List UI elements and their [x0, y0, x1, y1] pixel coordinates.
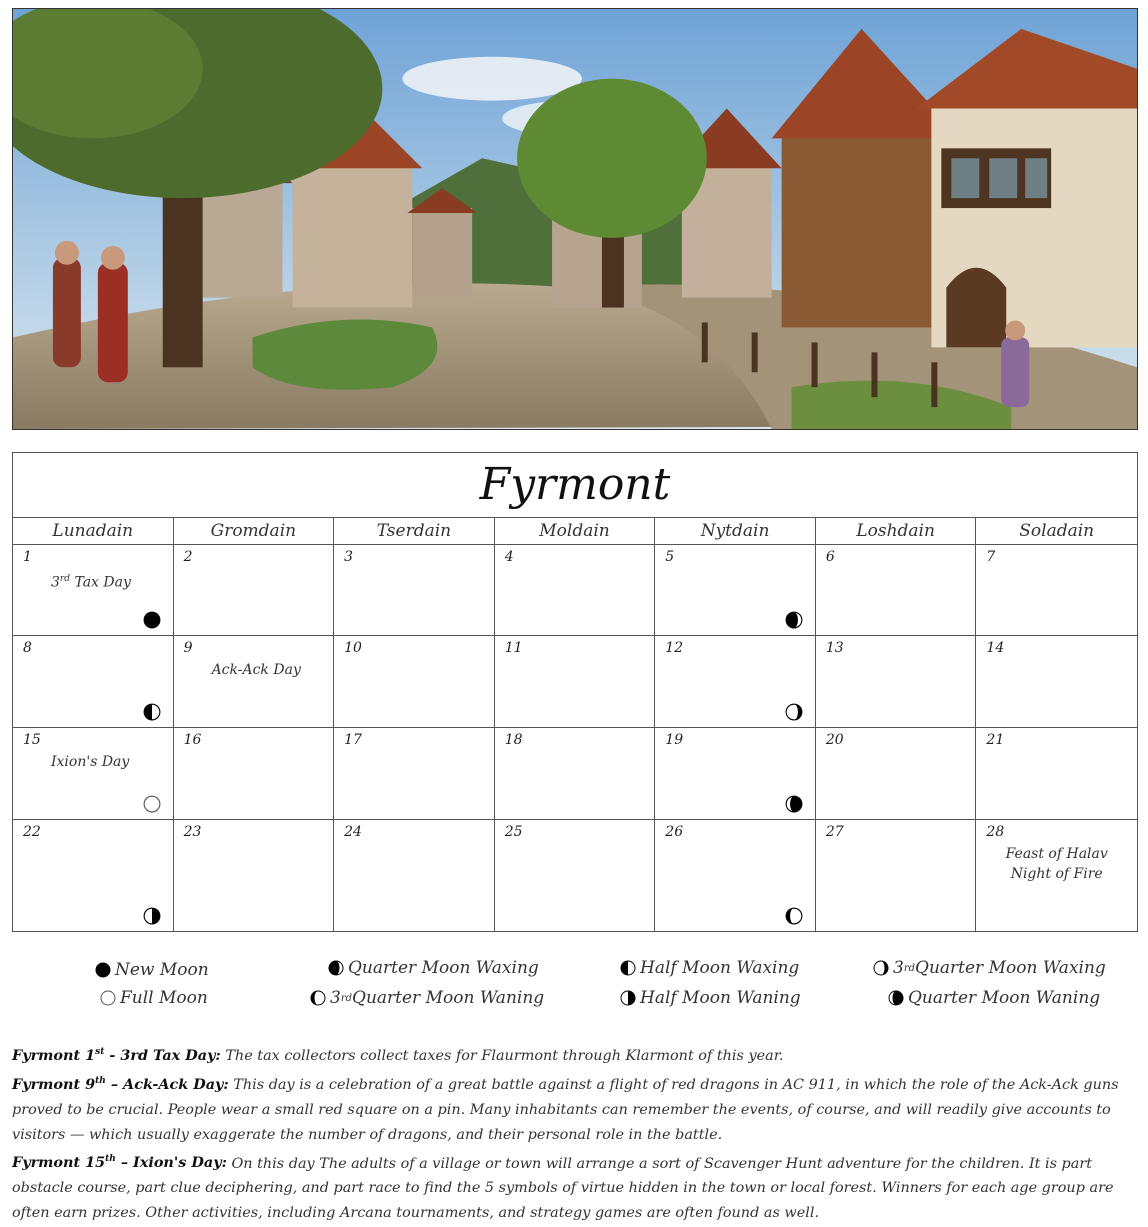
- full-moon-icon: [143, 795, 161, 813]
- legend-quarter-waxing: [328, 958, 539, 978]
- day-cell: [976, 728, 1137, 820]
- legend-3rd-quarter-waning-prefix: 3: [330, 988, 341, 1008]
- day-number: 15: [23, 732, 41, 748]
- ordinal-rest: Tax Day: [70, 574, 131, 591]
- note-heading-ordinal: st: [95, 1047, 105, 1057]
- day-cell: [655, 728, 816, 820]
- new-moon-icon: [95, 962, 111, 978]
- weekday-gromdain: Gromdain: [174, 518, 335, 544]
- day-cell: [174, 545, 335, 636]
- day-cell: [495, 820, 656, 931]
- legend-3rd-quarter-waxing: [873, 958, 1106, 978]
- weekday-soladain: Soladain: [1019, 521, 1095, 541]
- day-number: 14: [986, 640, 1005, 656]
- full-moon-icon: [100, 990, 116, 1006]
- half-moon-waxing-icon: [143, 703, 161, 721]
- day-event: [976, 844, 1137, 884]
- day-cell: [334, 545, 495, 636]
- note-heading-date: Fyrmont 9: [12, 1075, 96, 1093]
- legend-half-waxing-label: Half Moon Waxing: [640, 958, 800, 978]
- note-heading: [12, 1076, 229, 1093]
- half-moon-waxing-icon: [620, 960, 636, 976]
- note-tax-day: [12, 1040, 1138, 1069]
- day-cell: [655, 820, 816, 931]
- day-number: 22: [23, 824, 41, 840]
- 3rd-quarter-moon-waxing-icon: [873, 960, 889, 976]
- 3rd-quarter-moon-waning-icon: [785, 795, 803, 813]
- legend-full-moon: [100, 988, 208, 1008]
- day-number: 25: [504, 824, 523, 840]
- day-number: 2: [183, 549, 193, 565]
- day-cell: [174, 728, 335, 820]
- note-heading-date: Fyrmont 1: [12, 1046, 96, 1064]
- legend-half-waning-label: Half Moon Waning: [640, 988, 801, 1008]
- legend-full-moon-label: Full Moon: [120, 988, 208, 1008]
- legend-quarter-waning: [888, 988, 1100, 1008]
- day-number: 8: [23, 640, 32, 656]
- day-number: 18: [504, 732, 523, 748]
- month-title: Fyrmont: [13, 453, 1137, 518]
- day-number: 21: [986, 732, 1005, 748]
- note-ack-ack-day: [12, 1069, 1138, 1148]
- half-moon-waning-icon: [143, 907, 161, 925]
- quarter-moon-waning-icon: [888, 990, 904, 1006]
- moon-phase-legend: [0, 956, 1148, 1016]
- day-cell: [174, 820, 335, 931]
- day-number: 1: [23, 549, 32, 565]
- day-cell: [976, 636, 1137, 728]
- day-number: 5: [665, 549, 675, 565]
- day-cell: [495, 636, 656, 728]
- legend-3rd-quarter-waning: [310, 988, 544, 1008]
- weekday-moldain: Moldain: [495, 518, 656, 544]
- day-cell: [816, 636, 977, 728]
- legend-3rd-quarter-waxing-sup: rd: [903, 962, 916, 974]
- day-cell: [13, 728, 174, 820]
- day-cell: [655, 545, 816, 636]
- day-number: 16: [183, 732, 202, 748]
- day-cell: [13, 545, 174, 636]
- note-heading-ordinal: th: [95, 1075, 106, 1086]
- day-event-label: Ack-Ack Day: [211, 662, 301, 678]
- day-number: 10: [344, 640, 362, 656]
- day-number: 17: [344, 732, 362, 748]
- day-cell: [13, 820, 174, 931]
- legend-half-waxing: [620, 958, 799, 978]
- day-number: 13: [825, 640, 844, 656]
- day-number: 23: [183, 824, 202, 840]
- month-calendar: [12, 452, 1138, 932]
- weekday-nytdain: Nytdain: [655, 518, 816, 544]
- quarter-moon-waxing-icon: [328, 960, 344, 976]
- legend-quarter-waning-label: Quarter Moon Waning: [908, 988, 1101, 1008]
- day-grid: [13, 545, 1137, 931]
- weekday-lunadain: Lunadain: [13, 518, 174, 544]
- day-event-label: Ixion's Day: [51, 754, 130, 770]
- day-number: 27: [825, 824, 844, 840]
- day-event: [192, 660, 301, 680]
- legend-new-moon-label: New Moon: [115, 960, 209, 980]
- day-cell: [976, 820, 1137, 931]
- day-number: 24: [344, 824, 362, 840]
- half-moon-waning-icon: [620, 990, 636, 1006]
- day-number: 12: [665, 640, 684, 656]
- note-heading-date: Fyrmont 15: [12, 1154, 106, 1172]
- weekday-tserdain: Tserdain: [334, 518, 495, 544]
- day-number: 3: [344, 549, 354, 565]
- holiday-notes: [12, 1040, 1138, 1226]
- day-number: 7: [986, 549, 996, 565]
- note-body: On this day The adults of a village or town will arrange a sort of Scavenger Hunt adventure for the children. It is part obstacle course, part clue deciphering, and part race to find the 5 symbols of virtue hidden in the town or local forest. Winners for each age group are often earn prizes. Other activities, including Arcana tournaments, and strategy games are often found as well.: [12, 1155, 1114, 1222]
- note-heading-title: – Ixion's Day:: [115, 1154, 227, 1172]
- 3rd-quarter-moon-waxing-icon: [785, 703, 803, 721]
- weekday-header-row: [13, 518, 1137, 545]
- day-cell: [816, 545, 977, 636]
- note-heading-title: - 3rd Tax Day:: [104, 1046, 221, 1064]
- day-number: 9: [183, 640, 193, 656]
- legend-quarter-waxing-label: Quarter Moon Waxing: [348, 958, 539, 978]
- note-heading-title: – Ack-Ack Day:: [105, 1075, 229, 1093]
- day-cell: [816, 820, 977, 931]
- village-scene-image: [13, 9, 1137, 429]
- day-event: [31, 569, 131, 593]
- note-heading: [12, 1154, 227, 1171]
- day-cell: [495, 545, 656, 636]
- day-cell: [174, 636, 335, 728]
- day-cell: [13, 636, 174, 728]
- day-cell: [334, 820, 495, 931]
- day-cell: [334, 636, 495, 728]
- day-number: 26: [665, 824, 684, 840]
- legend-3rd-quarter-waxing-label: Quarter Moon Waxing: [915, 958, 1106, 978]
- day-event-label: Night of Fire: [1010, 866, 1103, 882]
- day-cell: [655, 636, 816, 728]
- ordinal-suffix: rd: [59, 574, 70, 584]
- legend-new-moon: [95, 960, 209, 980]
- note-body: This day is a celebration of a great battle against a flight of red dragons in AC 911, in which the role of the Ack-Ack guns proved to be crucial. People wear a small red square on a pin. Many inhabitants can remember the events, of course, and will readily give accounts to visitors — which usually exaggerate the number of dragons, and their personal role in the battle.: [12, 1076, 1119, 1143]
- quarter-moon-waxing-icon: [785, 611, 803, 629]
- day-number: 6: [825, 549, 835, 565]
- day-cell: [495, 728, 656, 820]
- day-number: 11: [504, 640, 523, 656]
- day-event-label: Feast of Halav: [1005, 846, 1108, 862]
- note-ixions-day: [12, 1148, 1138, 1227]
- legend-3rd-quarter-waning-sup: rd: [340, 992, 353, 1004]
- note-heading: [12, 1047, 221, 1064]
- new-moon-icon: [143, 611, 161, 629]
- note-body: The tax collectors collect taxes for Flaurmont through Klarmont of this year.: [220, 1047, 784, 1064]
- note-heading-ordinal: th: [105, 1154, 116, 1165]
- day-event-label: [51, 569, 131, 593]
- village-illustration: [12, 8, 1138, 430]
- 3rd-quarter-moon-waning-icon: [310, 990, 326, 1006]
- day-cell: [816, 728, 977, 820]
- ordinal-number: 3: [51, 574, 60, 591]
- weekday-loshdain: Loshdain: [816, 518, 977, 544]
- legend-half-waning: [620, 988, 801, 1008]
- day-cell: [334, 728, 495, 820]
- day-event: [31, 752, 129, 772]
- legend-3rd-quarter-waning-label: Quarter Moon Waning: [352, 988, 545, 1008]
- quarter-moon-waning-icon: [785, 907, 803, 925]
- day-number: 20: [825, 732, 844, 748]
- day-number: 4: [504, 549, 514, 565]
- legend-3rd-quarter-waxing-prefix: 3: [893, 958, 904, 978]
- day-number: 19: [665, 732, 684, 748]
- day-cell: [976, 545, 1137, 636]
- day-number: 28: [986, 824, 1005, 840]
